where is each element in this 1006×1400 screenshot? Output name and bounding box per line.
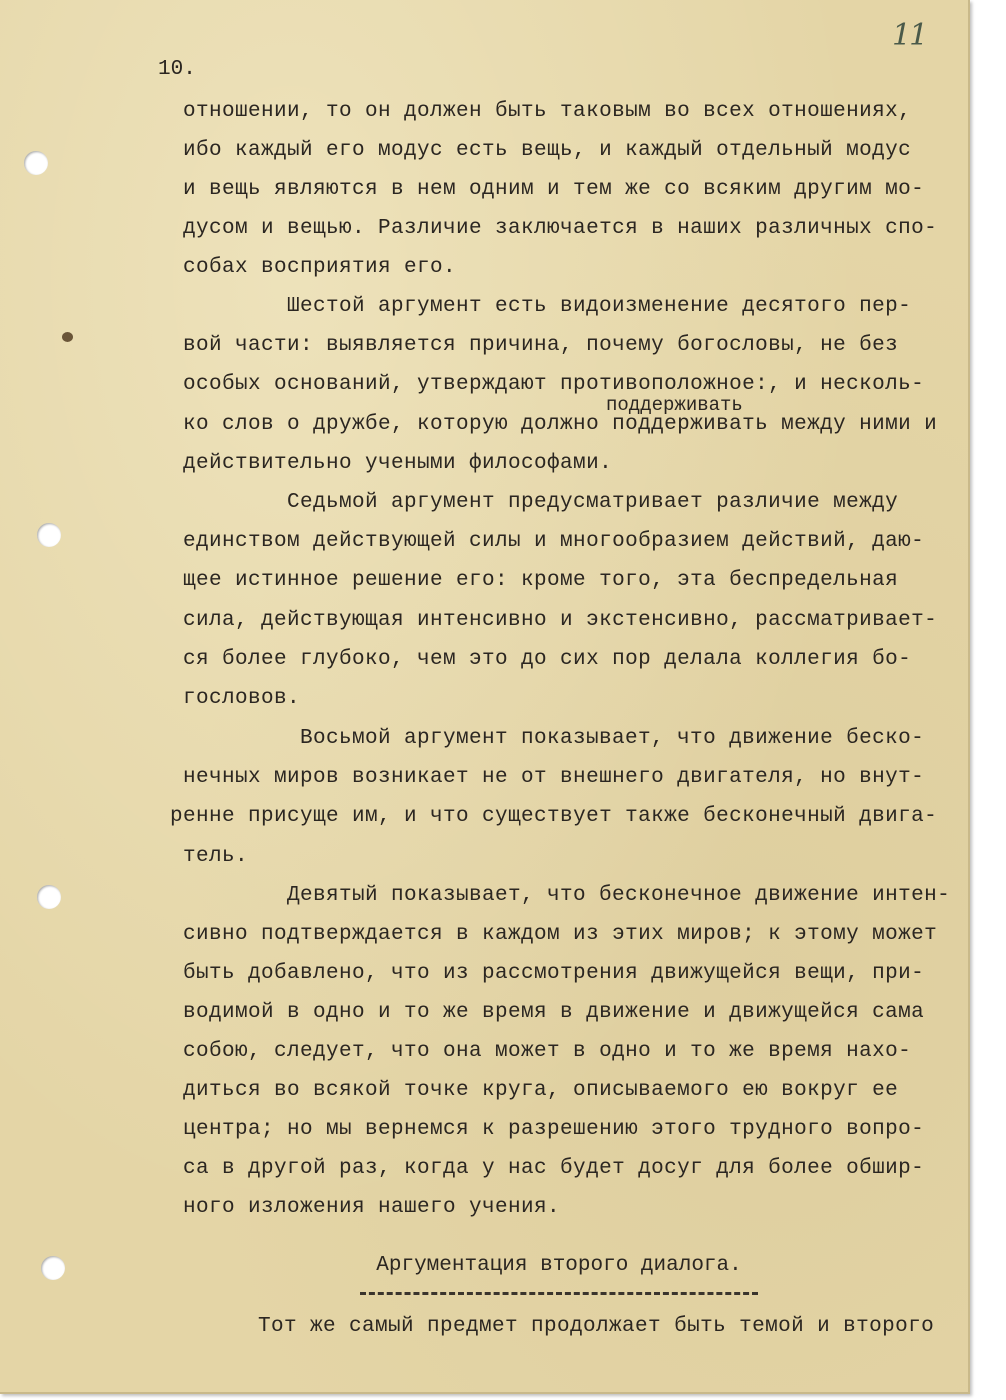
text-line: собою, следует, что она может в одно и то же время нахо- (183, 1040, 912, 1063)
text-line: Девятый показывает, что бесконечное движение интен- (287, 884, 951, 907)
text-line: сивно подтверждается в каждом из этих миров; к этому может (183, 923, 938, 946)
text-line: гословов. (183, 687, 301, 710)
text-line: водимой в одно и то же время в движение и движущейся сама (183, 1001, 925, 1024)
text-line: собах восприятия его. (183, 256, 457, 279)
typed-insertion: поддерживать (606, 394, 743, 416)
text-line: дусом и вещью. Различие заключается в наших различных спо- (183, 217, 938, 240)
ink-stain (62, 332, 73, 342)
text-line: единством действующей силы и многообразием действий, даю- (183, 530, 925, 553)
text-line: вой части: выявляется причина, почему богословы, не без (183, 334, 899, 357)
text-line: и вещь являются в нем одним и тем же со всяким другим мо- (183, 178, 925, 201)
text-line: Шестой аргумент есть видоизменение десятого пер- (287, 295, 912, 318)
punch-hole (37, 523, 61, 547)
text-line: щее истинное решение его: кроме того, эта беспредельная (183, 569, 899, 592)
punch-hole (37, 885, 61, 909)
text-line: особых оснований, утверждают противоположное:, и несколь- (183, 373, 925, 396)
text-line: ренне присуще им, и что существует также бесконечный двига- (170, 805, 938, 828)
text-line: быть добавлено, что из рассмотрения движущейся вещи, при- (183, 962, 925, 985)
text-line: ся более глубоко, чем это до сих пор делала коллегия бо- (183, 648, 912, 671)
text-line: Тот же самый предмет продолжает быть темой и второго (258, 1315, 935, 1338)
text-line: нечных миров возникает не от внешнего двигателя, но внут- (183, 766, 925, 789)
text-line: центра; но мы вернемся к разрешению этого трудного вопро- (183, 1118, 925, 1141)
punch-hole (24, 151, 48, 175)
text-line: действительно учеными философами. (183, 452, 613, 475)
folio-number: 11 (892, 18, 927, 53)
heading-underline (360, 1272, 758, 1295)
text-line: отношении, то он должен быть таковым во всех отношениях, (183, 100, 912, 123)
text-line: Седьмой аргумент предусматривает различие между (287, 491, 899, 514)
section-heading: Аргументация второго диалога. (376, 1254, 742, 1277)
page-number: 10. (158, 58, 196, 81)
text-line: ибо каждый его модус есть вещь, и каждый отдельный модус (183, 139, 912, 162)
punch-hole (41, 1256, 65, 1280)
text-line: ного изложения нашего учения. (183, 1196, 561, 1219)
text-line: ко слов о дружбе, которую должно поддерживать между ними и (183, 413, 938, 436)
text-line: сила, действующая интенсивно и экстенсивно, рассматривает- (183, 609, 938, 632)
text-line: Восьмой аргумент показывает, что движение беско- (300, 727, 925, 750)
text-line: тель. (183, 845, 249, 868)
text-line: са в другой раз, когда у нас будет досуг для более обшир- (183, 1157, 925, 1180)
text-line: диться во всякой точке круга, описываемого ею вокруг ее (183, 1079, 899, 1102)
